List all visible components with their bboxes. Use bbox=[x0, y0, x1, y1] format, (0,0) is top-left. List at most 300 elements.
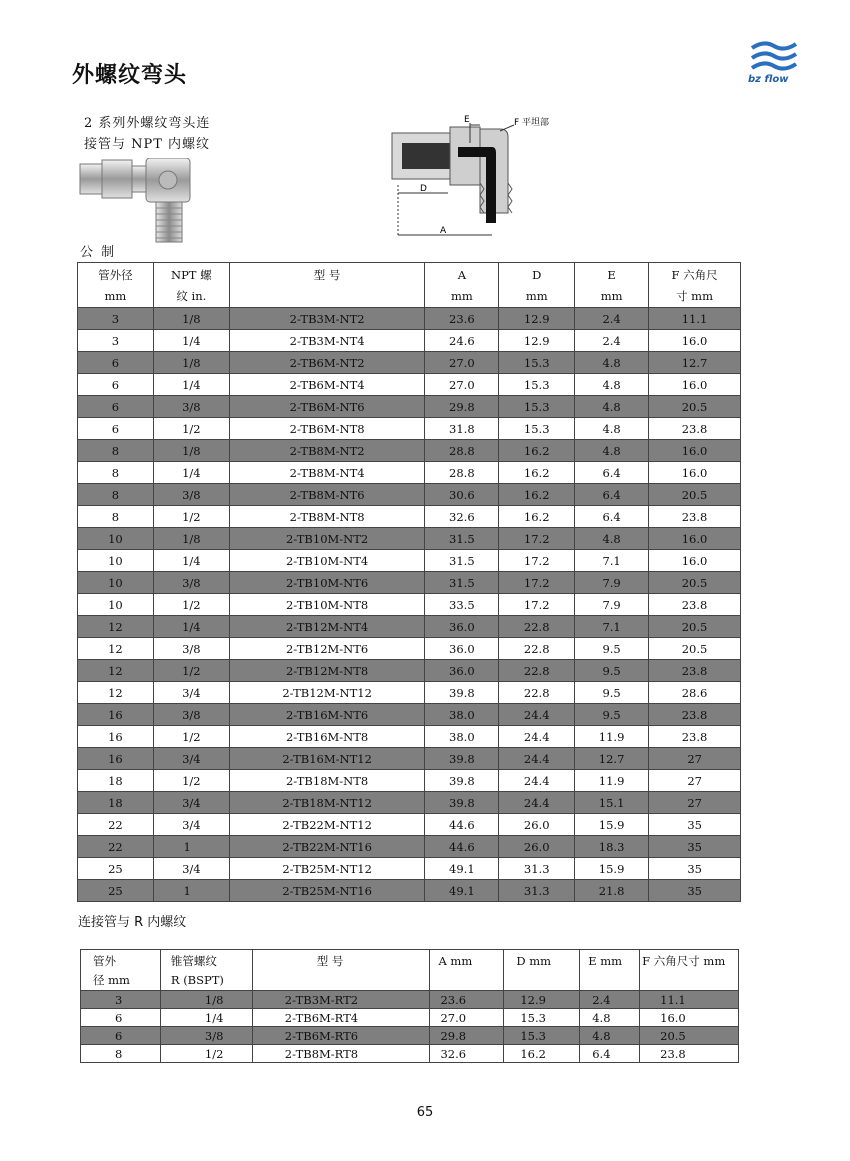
table-cell: 6.4 bbox=[575, 462, 649, 484]
table-cell: 9.5 bbox=[575, 704, 649, 726]
table-cell: 35 bbox=[649, 880, 741, 902]
table-cell: 3 bbox=[78, 308, 154, 330]
page-title: 外螺纹弯头 bbox=[72, 63, 188, 88]
table-cell: 15.3 bbox=[499, 352, 575, 374]
table-cell: 16 bbox=[78, 748, 154, 770]
table-row bbox=[78, 418, 741, 440]
table-cell: 18 bbox=[78, 770, 154, 792]
table-cell: 15.3 bbox=[499, 418, 575, 440]
column-header-line-1: 管外径 bbox=[98, 268, 133, 282]
table-cell: 7.9 bbox=[575, 594, 649, 616]
table-row bbox=[78, 748, 741, 770]
label-e: E bbox=[464, 115, 470, 125]
table-row bbox=[78, 880, 741, 902]
table-cell: 6 bbox=[81, 1027, 161, 1045]
column-header-line-1: F 六角尺寸 mm bbox=[642, 954, 726, 968]
table-cell: 2-TB6M-NT6 bbox=[229, 396, 425, 418]
table-row bbox=[78, 308, 741, 330]
table-cell: 1/2 bbox=[153, 506, 229, 528]
table-cell: 1/2 bbox=[153, 726, 229, 748]
table-cell: 49.1 bbox=[425, 880, 499, 902]
table-cell: 39.8 bbox=[425, 792, 499, 814]
table-row bbox=[78, 792, 741, 814]
column-header-line-1: 管外 bbox=[93, 954, 116, 968]
table-cell: 16.0 bbox=[649, 440, 741, 462]
table-cell: 4.8 bbox=[575, 418, 649, 440]
intro-line-2: 接管与 NPT 内螺纹 bbox=[84, 137, 211, 152]
table-row bbox=[78, 440, 741, 462]
table-cell: 11.1 bbox=[640, 991, 739, 1009]
table-cell: 2-TB3M-NT2 bbox=[229, 308, 425, 330]
table-cell: 31.3 bbox=[499, 858, 575, 880]
elbow-cross-section-drawing bbox=[388, 113, 588, 245]
table-cell: 25 bbox=[78, 880, 154, 902]
table-cell: 2-TB18M-NT8 bbox=[229, 770, 425, 792]
table-cell: 49.1 bbox=[425, 858, 499, 880]
table-header-row bbox=[78, 263, 741, 308]
table-cell: 11.1 bbox=[649, 308, 741, 330]
table-cell: 6.4 bbox=[575, 506, 649, 528]
table-cell: 39.8 bbox=[425, 748, 499, 770]
table-cell: 1 bbox=[153, 836, 229, 858]
column-header-line-1: E bbox=[607, 268, 616, 282]
intro-line-1: 2 系列外螺纹弯头连 bbox=[84, 116, 211, 131]
table-row bbox=[78, 528, 741, 550]
column-header bbox=[160, 950, 252, 991]
table-cell: 10 bbox=[78, 594, 154, 616]
table-cell: 31.5 bbox=[425, 572, 499, 594]
column-header-line-1: D bbox=[532, 268, 542, 282]
table-cell: 36.0 bbox=[425, 638, 499, 660]
table-cell: 10 bbox=[78, 550, 154, 572]
table-cell: 22.8 bbox=[499, 660, 575, 682]
table-cell: 3/8 bbox=[153, 572, 229, 594]
table-cell: 9.5 bbox=[575, 638, 649, 660]
npt-elbow-table bbox=[77, 262, 741, 902]
table-cell: 1 bbox=[153, 880, 229, 902]
table-cell: 1/4 bbox=[153, 616, 229, 638]
table-cell: 3/8 bbox=[153, 484, 229, 506]
table-cell: 15.9 bbox=[575, 858, 649, 880]
table-row bbox=[81, 1009, 739, 1027]
table-cell: 2-TB12M-NT6 bbox=[229, 638, 425, 660]
table-cell: 2-TB25M-NT16 bbox=[229, 880, 425, 902]
table-cell: 3/4 bbox=[153, 682, 229, 704]
table-cell: 2-TB22M-NT16 bbox=[229, 836, 425, 858]
column-header bbox=[430, 950, 504, 991]
table-cell: 16.0 bbox=[649, 462, 741, 484]
table-cell: 23.8 bbox=[649, 660, 741, 682]
column-header-line-2: 径 mm bbox=[93, 973, 130, 987]
table-cell: 16.0 bbox=[649, 528, 741, 550]
table-cell: 31.5 bbox=[425, 550, 499, 572]
table-cell: 28.8 bbox=[425, 462, 499, 484]
table-cell: 12.9 bbox=[504, 991, 580, 1009]
column-header bbox=[504, 950, 580, 991]
table-cell: 23.8 bbox=[640, 1045, 739, 1063]
table-cell: 38.0 bbox=[425, 704, 499, 726]
table-row bbox=[78, 682, 741, 704]
table-cell: 22.8 bbox=[499, 638, 575, 660]
table-cell: 35 bbox=[649, 858, 741, 880]
table-row bbox=[81, 1045, 739, 1063]
table-cell: 2-TB8M-NT8 bbox=[229, 506, 425, 528]
table-cell: 6 bbox=[81, 1009, 161, 1027]
section-2-title: 连接管与 R 内螺纹 bbox=[78, 915, 187, 930]
table-cell: 24.4 bbox=[499, 748, 575, 770]
table-cell: 2-TB16M-NT8 bbox=[229, 726, 425, 748]
table-cell: 2-TB10M-NT4 bbox=[229, 550, 425, 572]
table-cell: 39.8 bbox=[425, 682, 499, 704]
table-cell: 3/4 bbox=[153, 748, 229, 770]
table-cell: 4.8 bbox=[575, 352, 649, 374]
table-cell: 2-TB16M-NT6 bbox=[229, 704, 425, 726]
table-cell: 2.4 bbox=[575, 308, 649, 330]
table-row bbox=[78, 858, 741, 880]
table-cell: 23.8 bbox=[649, 726, 741, 748]
table-cell: 24.6 bbox=[425, 330, 499, 352]
table-row bbox=[78, 572, 741, 594]
table-cell: 31.5 bbox=[425, 528, 499, 550]
table-cell: 15.3 bbox=[499, 374, 575, 396]
table-row bbox=[78, 814, 741, 836]
table-cell: 22.8 bbox=[499, 682, 575, 704]
table-cell: 1/8 bbox=[153, 308, 229, 330]
table-cell: 2-TB8M-NT2 bbox=[229, 440, 425, 462]
table-cell: 2.4 bbox=[580, 991, 640, 1009]
table-cell: 15.1 bbox=[575, 792, 649, 814]
table-cell: 1/2 bbox=[153, 594, 229, 616]
table-cell: 7.1 bbox=[575, 616, 649, 638]
table-cell: 2-TB12M-NT8 bbox=[229, 660, 425, 682]
table-cell: 23.8 bbox=[649, 418, 741, 440]
table-cell: 2-TB6M-NT2 bbox=[229, 352, 425, 374]
column-header-line-1: 型 号 bbox=[313, 268, 341, 282]
table-cell: 7.1 bbox=[575, 550, 649, 572]
table-cell: 18 bbox=[78, 792, 154, 814]
table-cell: 6 bbox=[78, 352, 154, 374]
table-cell: 3/8 bbox=[153, 704, 229, 726]
column-header-line-1: F 六角尺 bbox=[671, 268, 718, 282]
table-cell: 2-TB8M-NT6 bbox=[229, 484, 425, 506]
column-header-line-1: 锥管螺纹 bbox=[170, 954, 217, 968]
table-cell: 2-TB18M-NT12 bbox=[229, 792, 425, 814]
table-cell: 35 bbox=[649, 836, 741, 858]
table-cell: 6 bbox=[78, 396, 154, 418]
table-cell: 1/8 bbox=[153, 440, 229, 462]
table-cell: 2-TB6M-NT4 bbox=[229, 374, 425, 396]
table-cell: 2-TB25M-NT12 bbox=[229, 858, 425, 880]
table-cell: 12.7 bbox=[575, 748, 649, 770]
table-cell: 3/8 bbox=[160, 1027, 252, 1045]
table-cell: 32.6 bbox=[425, 506, 499, 528]
column-header bbox=[153, 263, 229, 308]
table-cell: 20.5 bbox=[649, 396, 741, 418]
table-cell: 2-TB8M-RT8 bbox=[252, 1045, 430, 1063]
column-header bbox=[229, 263, 425, 308]
column-header-line-1: 型 号 bbox=[316, 954, 344, 968]
column-header bbox=[81, 950, 161, 991]
table-cell: 15.3 bbox=[504, 1027, 580, 1045]
column-header-line-2: mm bbox=[600, 289, 623, 303]
column-header bbox=[78, 263, 154, 308]
table-row bbox=[78, 594, 741, 616]
table-cell: 32.6 bbox=[430, 1045, 504, 1063]
table-cell: 2-TB10M-NT8 bbox=[229, 594, 425, 616]
table-cell: 11.9 bbox=[575, 726, 649, 748]
table-cell: 27 bbox=[649, 748, 741, 770]
table-cell: 10 bbox=[78, 528, 154, 550]
elbow-fitting-photo bbox=[78, 158, 208, 244]
table-cell: 9.5 bbox=[575, 682, 649, 704]
table-cell: 20.5 bbox=[649, 484, 741, 506]
table-cell: 31.3 bbox=[499, 880, 575, 902]
table-cell: 15.3 bbox=[499, 396, 575, 418]
table-cell: 4.8 bbox=[575, 440, 649, 462]
column-header bbox=[425, 263, 499, 308]
table-cell: 3/4 bbox=[153, 858, 229, 880]
table-cell: 29.8 bbox=[425, 396, 499, 418]
table-cell: 20.5 bbox=[649, 572, 741, 594]
column-header bbox=[575, 263, 649, 308]
table-cell: 2-TB10M-NT2 bbox=[229, 528, 425, 550]
table-cell: 16.2 bbox=[504, 1045, 580, 1063]
table-row bbox=[78, 616, 741, 638]
table-cell: 3/8 bbox=[153, 638, 229, 660]
table-cell: 22 bbox=[78, 814, 154, 836]
table-cell: 2-TB12M-NT4 bbox=[229, 616, 425, 638]
table-cell: 1/4 bbox=[153, 330, 229, 352]
table-cell: 23.6 bbox=[425, 308, 499, 330]
table-cell: 16.2 bbox=[499, 484, 575, 506]
table-cell: 20.5 bbox=[649, 616, 741, 638]
r-thread-elbow-table bbox=[80, 949, 739, 1063]
table-cell: 12.9 bbox=[499, 330, 575, 352]
table-row bbox=[78, 462, 741, 484]
table-row bbox=[78, 660, 741, 682]
table-cell: 4.8 bbox=[580, 1027, 640, 1045]
table-cell: 16.2 bbox=[499, 506, 575, 528]
label-d: D bbox=[420, 184, 427, 194]
table-cell: 1/2 bbox=[153, 418, 229, 440]
table-cell: 6 bbox=[78, 374, 154, 396]
table-cell: 31.8 bbox=[425, 418, 499, 440]
table-cell: 4.8 bbox=[575, 528, 649, 550]
logo-text: bz flow bbox=[748, 74, 789, 85]
table-cell: 1/4 bbox=[153, 550, 229, 572]
table-cell: 3/4 bbox=[153, 792, 229, 814]
table-cell: 16.0 bbox=[640, 1009, 739, 1027]
table-row bbox=[81, 1027, 739, 1045]
table-cell: 29.8 bbox=[430, 1027, 504, 1045]
table-cell: 12 bbox=[78, 616, 154, 638]
column-header-line-1: D mm bbox=[516, 954, 552, 968]
label-a: A bbox=[440, 226, 447, 236]
table-cell: 12 bbox=[78, 660, 154, 682]
table-cell: 28.8 bbox=[425, 440, 499, 462]
table-cell: 2-TB6M-RT6 bbox=[252, 1027, 430, 1045]
table-cell: 17.2 bbox=[499, 572, 575, 594]
table-cell: 1/4 bbox=[160, 1009, 252, 1027]
table-cell: 38.0 bbox=[425, 726, 499, 748]
table-cell: 1/2 bbox=[160, 1045, 252, 1063]
table-cell: 6 bbox=[78, 418, 154, 440]
column-header bbox=[580, 950, 640, 991]
table-header-row bbox=[81, 950, 739, 991]
table-cell: 2-TB8M-NT4 bbox=[229, 462, 425, 484]
table-cell: 27 bbox=[649, 792, 741, 814]
table-cell: 8 bbox=[78, 440, 154, 462]
table-cell: 36.0 bbox=[425, 660, 499, 682]
table-cell: 16.2 bbox=[499, 440, 575, 462]
table-cell: 39.8 bbox=[425, 770, 499, 792]
table-cell: 1/8 bbox=[160, 991, 252, 1009]
table-cell: 11.9 bbox=[575, 770, 649, 792]
column-header-line-2: mm bbox=[525, 289, 548, 303]
table-cell: 24.4 bbox=[499, 704, 575, 726]
table-cell: 27.0 bbox=[430, 1009, 504, 1027]
table-cell: 4.8 bbox=[575, 374, 649, 396]
column-header bbox=[640, 950, 739, 991]
table-cell: 2-TB16M-NT12 bbox=[229, 748, 425, 770]
table-cell: 6.4 bbox=[580, 1045, 640, 1063]
column-header-line-1: E mm bbox=[588, 954, 623, 968]
table-cell: 16.0 bbox=[649, 374, 741, 396]
table-cell: 3/4 bbox=[153, 814, 229, 836]
column-header-line-1: A bbox=[457, 268, 467, 282]
metric-label: 公 制 bbox=[80, 245, 117, 260]
table-cell: 8 bbox=[78, 506, 154, 528]
column-header bbox=[649, 263, 741, 308]
table-cell: 23.6 bbox=[430, 991, 504, 1009]
table-cell: 27.0 bbox=[425, 352, 499, 374]
table-cell: 28.6 bbox=[649, 682, 741, 704]
table-cell: 23.8 bbox=[649, 704, 741, 726]
table-cell: 36.0 bbox=[425, 616, 499, 638]
table-cell: 12.9 bbox=[499, 308, 575, 330]
table-cell: 22 bbox=[78, 836, 154, 858]
column-header-line-2: mm bbox=[450, 289, 473, 303]
table-cell: 2-TB6M-NT8 bbox=[229, 418, 425, 440]
table-cell: 18.3 bbox=[575, 836, 649, 858]
table-row bbox=[78, 330, 741, 352]
table-cell: 44.6 bbox=[425, 814, 499, 836]
table-cell: 2-TB6M-RT4 bbox=[252, 1009, 430, 1027]
table-row bbox=[78, 550, 741, 572]
table-cell: 2-TB3M-NT4 bbox=[229, 330, 425, 352]
table-cell: 1/8 bbox=[153, 528, 229, 550]
table-cell: 30.6 bbox=[425, 484, 499, 506]
table-cell: 7.9 bbox=[575, 572, 649, 594]
table-cell: 3 bbox=[78, 330, 154, 352]
column-header bbox=[252, 950, 430, 991]
label-f: F 平坦部 bbox=[514, 118, 550, 128]
table-cell: 26.0 bbox=[499, 814, 575, 836]
table-row bbox=[78, 704, 741, 726]
table-row bbox=[78, 484, 741, 506]
table-cell: 12.7 bbox=[649, 352, 741, 374]
table-cell: 17.2 bbox=[499, 550, 575, 572]
table-cell: 16.0 bbox=[649, 330, 741, 352]
table-cell: 25 bbox=[78, 858, 154, 880]
table-row bbox=[78, 506, 741, 528]
table-row bbox=[78, 770, 741, 792]
table-cell: 35 bbox=[649, 814, 741, 836]
table-row bbox=[78, 352, 741, 374]
table-cell: 23.8 bbox=[649, 594, 741, 616]
table-cell: 1/8 bbox=[153, 352, 229, 374]
table-cell: 17.2 bbox=[499, 594, 575, 616]
column-header bbox=[499, 263, 575, 308]
table-cell: 1/4 bbox=[153, 462, 229, 484]
column-header-line-1: A mm bbox=[438, 954, 473, 968]
table-cell: 2-TB22M-NT12 bbox=[229, 814, 425, 836]
table-cell: 24.4 bbox=[499, 726, 575, 748]
table-cell: 6.4 bbox=[575, 484, 649, 506]
table-cell: 26.0 bbox=[499, 836, 575, 858]
table-cell: 1/2 bbox=[153, 660, 229, 682]
table-cell: 24.4 bbox=[499, 792, 575, 814]
table-cell: 24.4 bbox=[499, 770, 575, 792]
table-cell: 27 bbox=[649, 770, 741, 792]
table-cell: 33.5 bbox=[425, 594, 499, 616]
table-cell: 15.3 bbox=[504, 1009, 580, 1027]
column-header-line-1: NPT 螺 bbox=[171, 268, 212, 282]
column-header-line-2: mm bbox=[104, 289, 127, 303]
table-cell: 20.5 bbox=[649, 638, 741, 660]
table-cell: 15.9 bbox=[575, 814, 649, 836]
page-number: 65 bbox=[416, 1105, 434, 1120]
table-cell: 16.0 bbox=[649, 550, 741, 572]
table-cell: 22.8 bbox=[499, 616, 575, 638]
table-cell: 8 bbox=[81, 1045, 161, 1063]
intro-text bbox=[84, 113, 210, 155]
table-row bbox=[78, 374, 741, 396]
column-header-line-2: R (BSPT) bbox=[170, 973, 224, 987]
column-header-line-2: 寸 mm bbox=[676, 289, 713, 303]
table-cell: 8 bbox=[78, 462, 154, 484]
table-cell: 44.6 bbox=[425, 836, 499, 858]
table-row bbox=[78, 836, 741, 858]
table-cell: 4.8 bbox=[575, 396, 649, 418]
table-cell: 20.5 bbox=[640, 1027, 739, 1045]
table-cell: 10 bbox=[78, 572, 154, 594]
table-row bbox=[81, 991, 739, 1009]
table-cell: 21.8 bbox=[575, 880, 649, 902]
table-cell: 2-TB12M-NT12 bbox=[229, 682, 425, 704]
table-cell: 3 bbox=[81, 991, 161, 1009]
table-cell: 4.8 bbox=[580, 1009, 640, 1027]
table-row bbox=[78, 396, 741, 418]
table-cell: 2-TB3M-RT2 bbox=[252, 991, 430, 1009]
column-header-line-2: 纹 in. bbox=[176, 289, 207, 303]
table-cell: 27.0 bbox=[425, 374, 499, 396]
table-row bbox=[78, 638, 741, 660]
table-cell: 12 bbox=[78, 638, 154, 660]
table-cell: 16 bbox=[78, 704, 154, 726]
table-row bbox=[78, 726, 741, 748]
table-cell: 16 bbox=[78, 726, 154, 748]
table-cell: 17.2 bbox=[499, 528, 575, 550]
table-cell: 8 bbox=[78, 484, 154, 506]
table-cell: 23.8 bbox=[649, 506, 741, 528]
table-cell: 16.2 bbox=[499, 462, 575, 484]
table-cell: 1/4 bbox=[153, 374, 229, 396]
table-cell: 1/2 bbox=[153, 770, 229, 792]
table-cell: 12 bbox=[78, 682, 154, 704]
table-cell: 2.4 bbox=[575, 330, 649, 352]
table-cell: 9.5 bbox=[575, 660, 649, 682]
